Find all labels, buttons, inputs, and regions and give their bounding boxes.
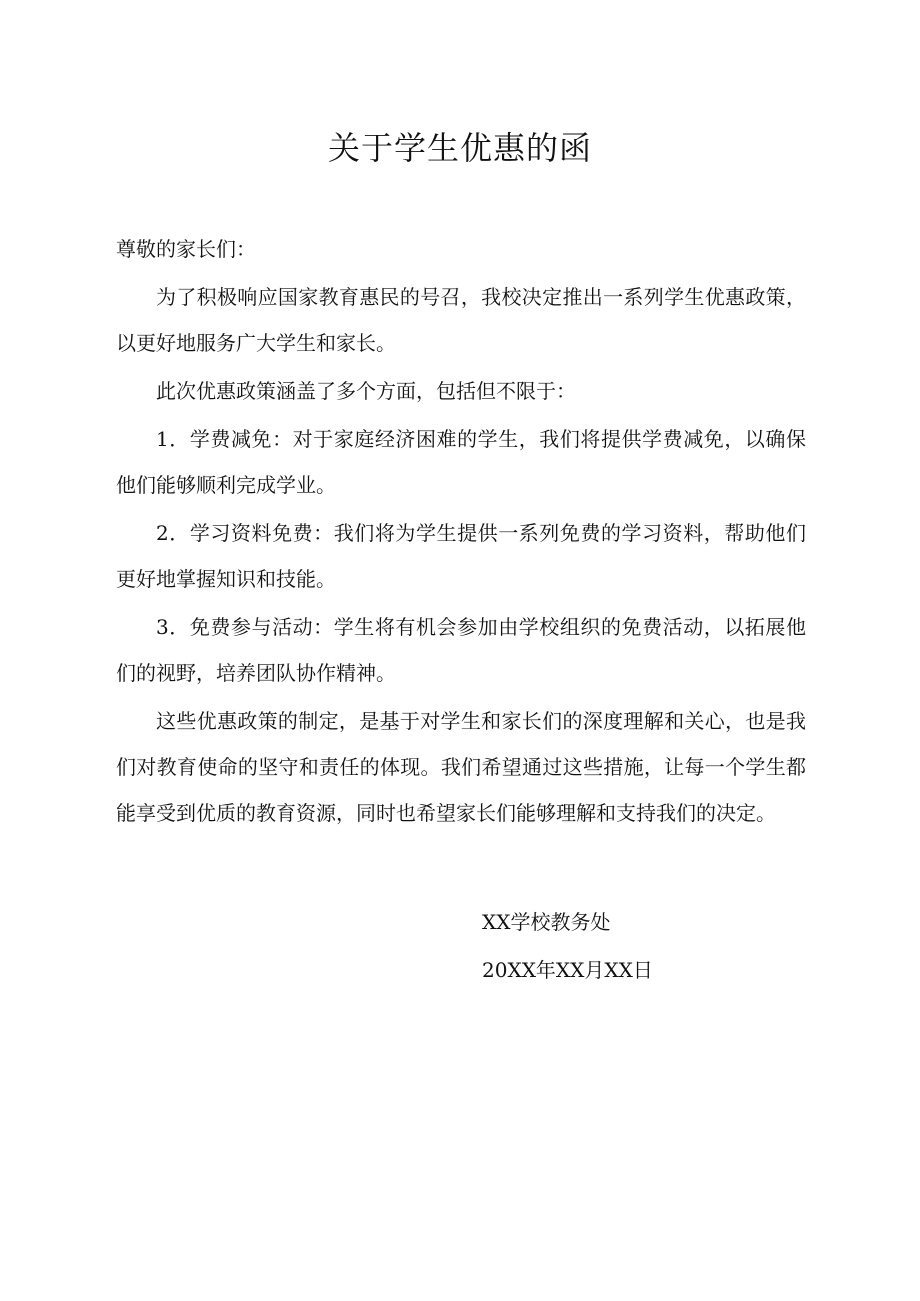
letter-title: 关于学生优惠的函 xyxy=(327,129,592,167)
list-item-tuition: 1．学费减免：对于家庭经济困难的学生，我们将提供学费减免，以确保他们能够顺利完成学业。 xyxy=(116,427,806,497)
paragraph-intro: 为了积极响应国家教育惠民的号召，我校决定推出一系列学生优惠政策，以更好地服务广大学生和家长。 xyxy=(116,285,806,355)
list-item-activities: 3．免费参与活动：学生将有机会参加由学校组织的免费活动，以拓展他们的视野，培养团队协作精神。 xyxy=(116,615,806,685)
letter-date: 20XX年XX月XX日 xyxy=(482,958,653,982)
paragraph-closing: 这些优惠政策的制定，是基于对学生和家长们的深度理解和关心，也是我们对教育使命的坚守和责任的体现。我们希望通过这些措施，让每一个学生都能享受到优质的教育资源，同时也希望家长们能够理解和支持我们的决定。 xyxy=(116,709,806,825)
paragraph-scope: 此次优惠政策涵盖了多个方面，包括但不限于： xyxy=(156,379,576,403)
signature-block xyxy=(482,898,782,994)
salutation: 尊敬的家长们： xyxy=(116,237,256,261)
list-item-materials: 2．学习资料免费：我们将为学生提供一系列免费的学习资料，帮助他们更好地掌握知识和技能。 xyxy=(116,521,806,591)
letter-body xyxy=(116,226,806,838)
sender-name: XX学校教务处 xyxy=(482,910,611,934)
